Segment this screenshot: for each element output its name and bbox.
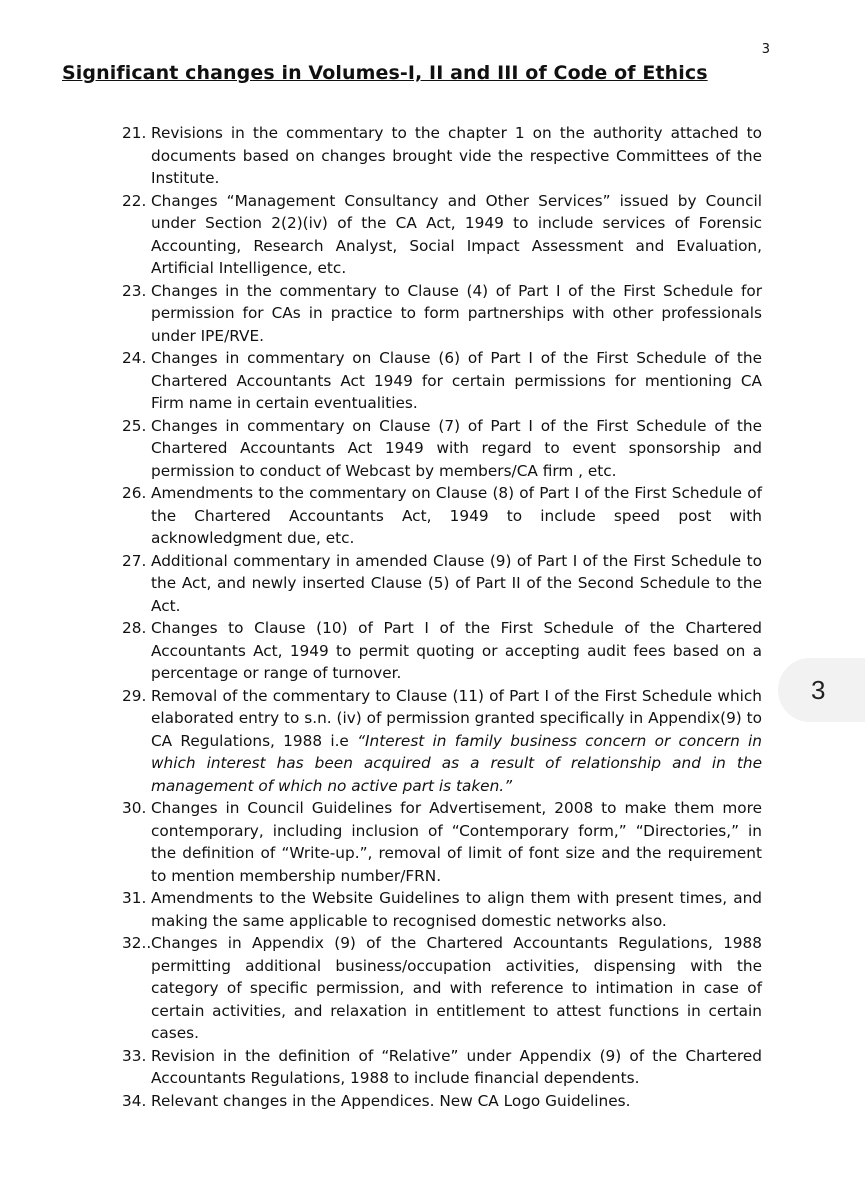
list-item xyxy=(122,190,762,280)
item-number: 23. xyxy=(122,281,147,300)
list-item xyxy=(122,1045,762,1090)
item-text: Changes in Council Guidelines for Advertisement, 2008 to make them more contemporary, including inclusion of “Contemporary form,” “Directories,” in the definition of “Write-up.”, removal of limit of font size and the requirement to mention membership number/FRN. xyxy=(151,799,762,885)
list-item xyxy=(122,550,762,618)
item-text: Revisions in the commentary to the chapter 1 on the authority attached to documents based on changes brought vide the respective Committees of the Institute. xyxy=(151,124,762,187)
item-text: Amendments to the Website Guidelines to align them with present times, and making the same applicable to recognised domestic networks also. xyxy=(151,889,762,930)
item-number: 28. xyxy=(122,619,147,637)
list-item xyxy=(122,887,762,932)
item-text: Changes in the commentary to Clause (4) of Part I of the First Schedule for permission for CAs in practice to form partnerships with other professionals under IPE/RVE. xyxy=(151,281,762,345)
list-item xyxy=(122,932,762,1045)
list-item xyxy=(122,617,762,685)
item-quote: “Interest in family business concern or concern in which interest has been acquired as a result of relationship and in the management of which no active part is taken.” xyxy=(151,731,762,795)
item-number: 26. xyxy=(122,484,147,502)
item-number: 33. xyxy=(122,1046,147,1065)
item-number: 32.. xyxy=(122,934,152,952)
page-indicator-badge[interactable]: 3 xyxy=(778,658,865,722)
list-item xyxy=(122,797,762,887)
list-item xyxy=(122,482,762,550)
page-title: Significant changes in Volumes-I, II and III of Code of Ethics xyxy=(62,62,708,84)
item-number: 34. xyxy=(122,1091,147,1110)
item-number: 21. xyxy=(122,124,147,142)
item-text: Changes “Management Consultancy and Other Services” issued by Council under Section 2(2)(iv) of the CA Act, 1949 to include services of Forensic Accounting, Research Analyst, Social Impact Assessment and Evaluation, Artificial Intelligence, etc. xyxy=(151,191,762,277)
list-item xyxy=(122,685,762,798)
item-number: 30. xyxy=(122,799,147,817)
item-text: Changes in commentary on Clause (6) of Part I of the First Schedule of the Chartered Accountants Act 1949 for certain permissions for mentioning CA Firm name in certain eventualities. xyxy=(151,349,762,412)
page-number: 3 xyxy=(761,42,770,57)
list-item xyxy=(122,415,762,483)
item-number: 27. xyxy=(122,551,147,570)
item-number: 29. xyxy=(122,686,147,705)
list-item xyxy=(122,1090,762,1113)
item-number: 22. xyxy=(122,191,147,210)
list-item xyxy=(122,280,762,348)
item-number: 25. xyxy=(122,416,147,435)
item-text: Amendments to the commentary on Clause (8) of Part I of the First Schedule of the Chartered Accountants Act, 1949 to include speed post with acknowledgment due, etc. xyxy=(151,484,762,547)
item-text: Changes in Appendix (9) of the Chartered Accountants Regulations, 1988 permitting additional business/occupation activities, dispensing with the category of specific permission, and with reference to intimation in case of certain activities, and relaxation in entitlement to attest functions in certain cases. xyxy=(151,934,762,1042)
item-number: 24. xyxy=(122,349,147,367)
list-item xyxy=(122,122,762,190)
item-text: Changes in commentary on Clause (7) of Part I of the First Schedule of the Chartered Accountants Act 1949 with regard to event sponsorship and permission to conduct of Webcast by members/CA firm , etc. xyxy=(151,416,762,480)
list-item xyxy=(122,347,762,415)
item-text: Removal of the commentary to Clause (11) of Part I of the First Schedule which elaborated entry to s.n. (iv) of permission granted specifically in Appendix(9) to CA Regulations, 1988 i.e xyxy=(151,686,762,750)
item-text: Changes to Clause (10) of Part I of the First Schedule of the Chartered Accountants Act, 1949 to permit quoting or accepting audit fees based on a percentage or range of turnover. xyxy=(151,619,762,682)
item-text: Relevant changes in the Appendices. New CA Logo Guidelines. xyxy=(151,1091,631,1110)
changes-list xyxy=(122,122,762,1112)
item-number: 31. xyxy=(122,889,147,907)
item-text: Revision in the definition of “Relative” under Appendix (9) of the Chartered Accountants Regulations, 1988 to include financial dependents. xyxy=(151,1046,762,1087)
item-text: Additional commentary in amended Clause (9) of Part I of the First Schedule to the Act, and newly inserted Clause (5) of Part II of the Second Schedule to the Act. xyxy=(151,551,762,615)
